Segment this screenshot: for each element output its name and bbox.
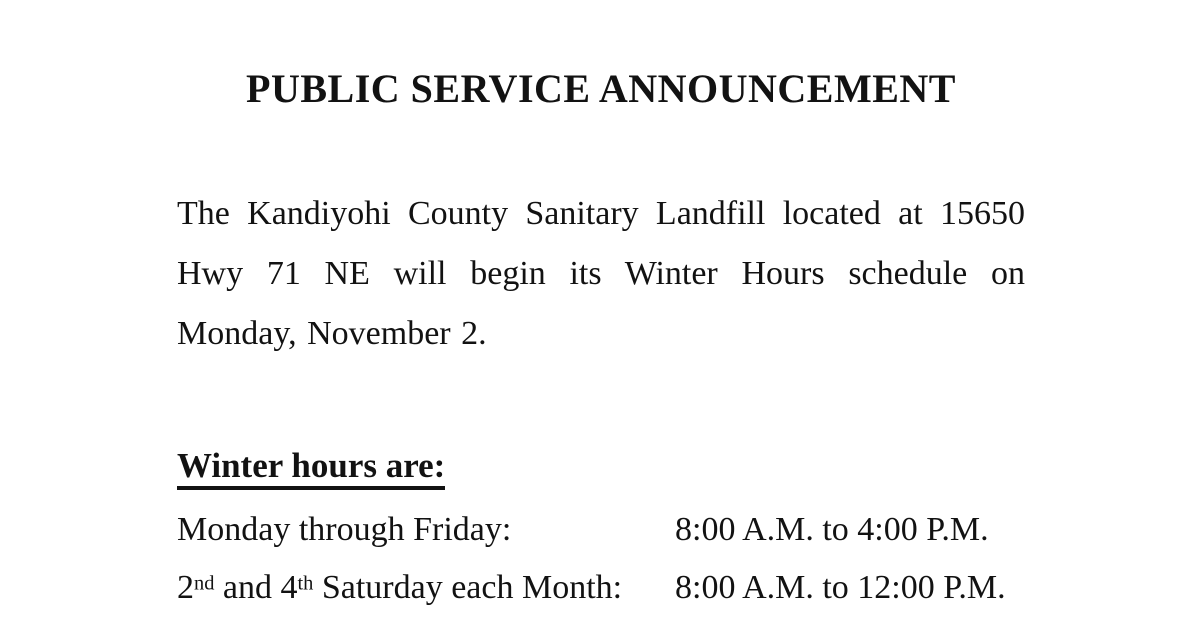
intro-paragraph: [177, 184, 1025, 364]
paragraph-line-3: Monday, November 2.: [177, 315, 487, 352]
saturday-label-part-2: and 4: [214, 569, 298, 606]
schedule-row-saturdays: [177, 559, 1025, 617]
schedule-label-weekdays: Monday through Friday:: [177, 511, 512, 548]
page-title: PUBLIC SERVICE ANNOUNCEMENT: [246, 66, 956, 111]
winter-hours-heading-text: Winter hours are:: [177, 446, 445, 490]
ordinal-nd: nd: [194, 572, 215, 595]
ordinal-th: th: [297, 572, 314, 595]
saturday-label-part-1: 2: [177, 569, 194, 606]
schedule-row-weekdays: [177, 501, 1025, 559]
paragraph-line-1: The Kandiyohi County Sanitary Landfill located at 15650: [177, 195, 1025, 232]
winter-hours-heading: [177, 436, 1025, 496]
schedule-time-saturdays: 8:00 A.M. to 12:00 P.M.: [675, 569, 1006, 606]
schedule-label-saturdays: [177, 559, 675, 617]
saturday-label-part-3: Saturday each Month:: [313, 569, 623, 606]
schedule-time-weekdays: 8:00 A.M. to 4:00 P.M.: [675, 511, 989, 548]
winter-hours-schedule: [177, 501, 1025, 617]
paragraph-line-2: Hwy 71 NE will begin its Winter Hours schedule on: [177, 255, 1025, 292]
